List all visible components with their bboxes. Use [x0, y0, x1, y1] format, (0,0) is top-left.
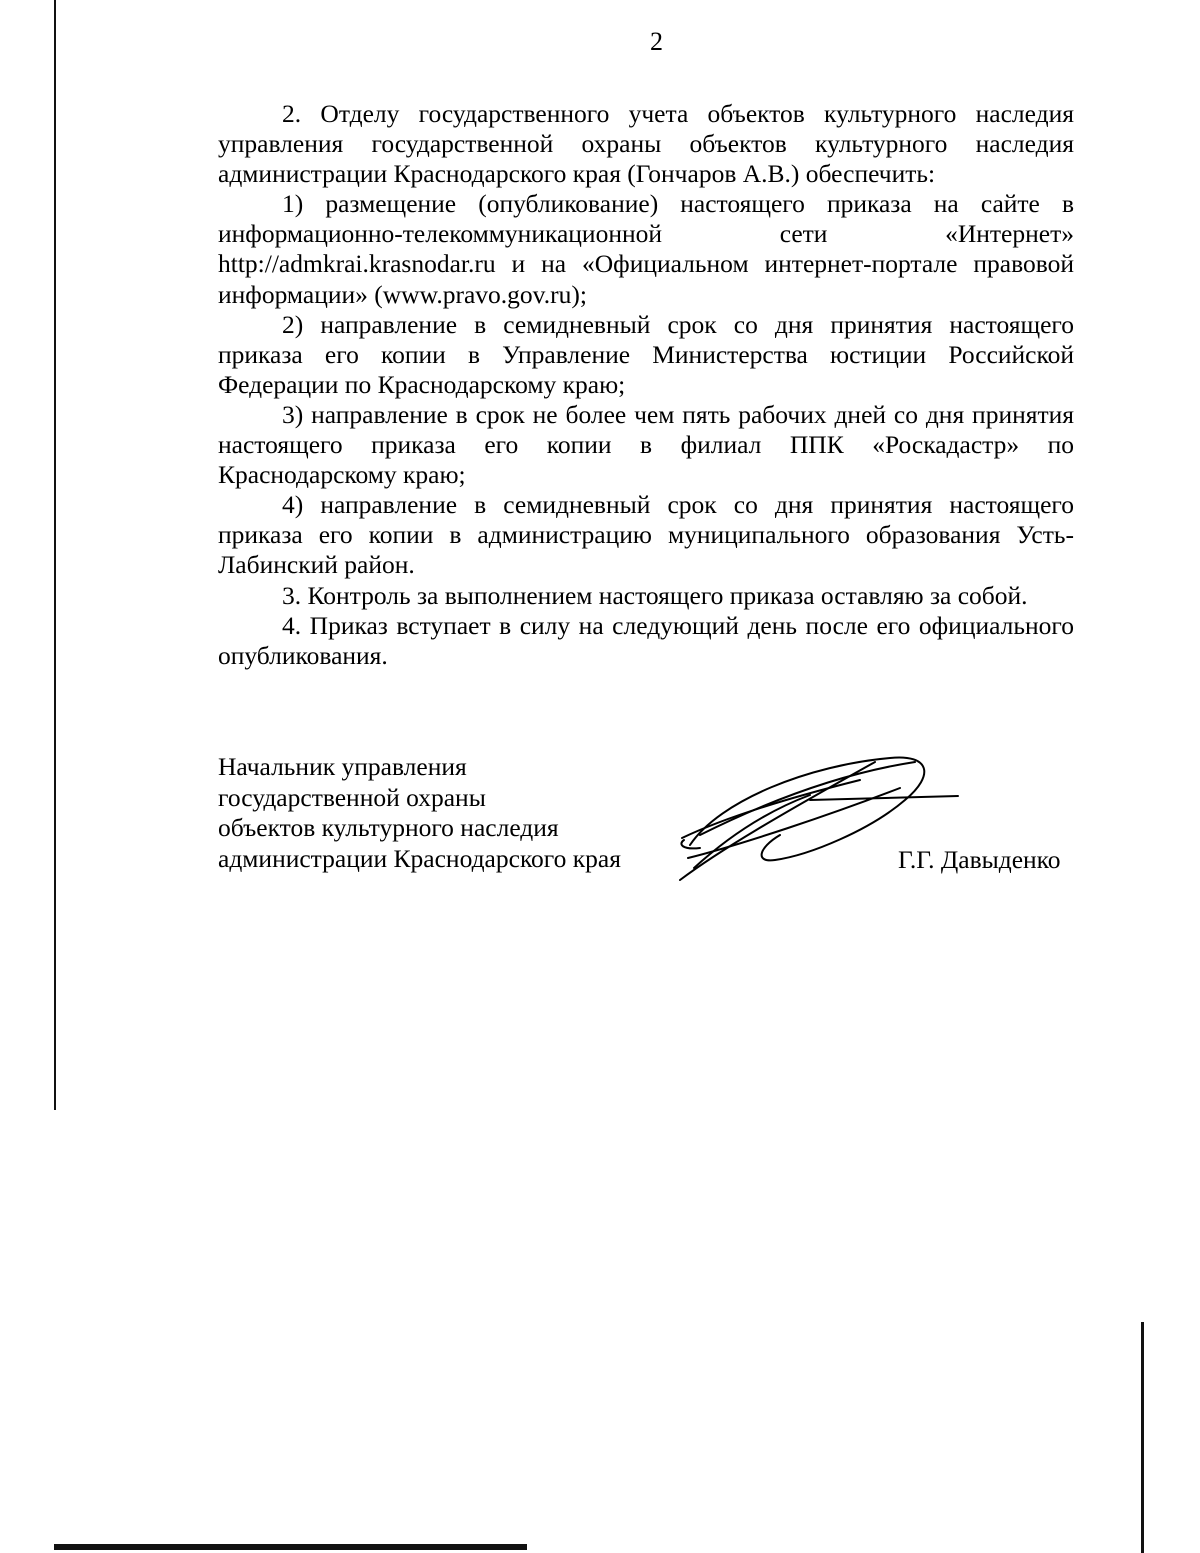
scan-bottom-edge: [54, 1544, 527, 1550]
paragraph-4: 4. Приказ вступает в силу на следующий день после его официального опубликования.: [218, 610, 1074, 670]
signatory-title-line: объектов культурного наследия: [218, 813, 559, 842]
paragraph-2-1: 1) размещение (опубликование) настоящего приказа на сайте в информационно-телекоммуникационной сети «Интернет» http://admkrai.krasnodar.ru и на «Официальном интернет-портале правовой информации» (www.pravo.gov.ru);: [218, 189, 1074, 309]
scan-left-edge: [54, 0, 56, 1110]
signatory-title-line: Начальник управления: [218, 752, 467, 781]
signatory-title-line: администрации Краснодарского края: [218, 843, 621, 873]
paragraph-2-3: 3) направление в срок не более чем пять рабочих дней со дня принятия настоящего приказа его копии в филиал ППК «Роскадастр» по Краснодарскому краю;: [218, 399, 1074, 490]
document-body: [218, 99, 1074, 671]
paragraph-2-2: 2) направление в семидневный срок со дня принятия настоящего приказа его копии в Управление Министерства юстиции Российской Федерации по Краснодарскому краю;: [218, 309, 1074, 399]
scan-right-edge: [1141, 1322, 1144, 1553]
paragraph-3: 3. Контроль за выполнением настоящего приказа оставляю за собой.: [282, 580, 1028, 610]
signatory-title: [218, 752, 621, 874]
signatory-title-line: государственной охраны: [218, 782, 486, 812]
page-number: 2: [650, 27, 663, 56]
signatory-name: Г.Г. Давыденко: [898, 845, 1061, 874]
paragraph-2: 2. Отделу государственного учета объектов культурного наследия управления государственной охраны объектов культурного наследия администрации Краснодарского края (Гончаров А.В.) обеспечить:: [218, 99, 1074, 189]
paragraph-2-4: 4) направление в семидневный срок со дня принятия настоящего приказа его копии в администрацию муниципального образования Усть-Лабинский район.: [218, 490, 1074, 580]
